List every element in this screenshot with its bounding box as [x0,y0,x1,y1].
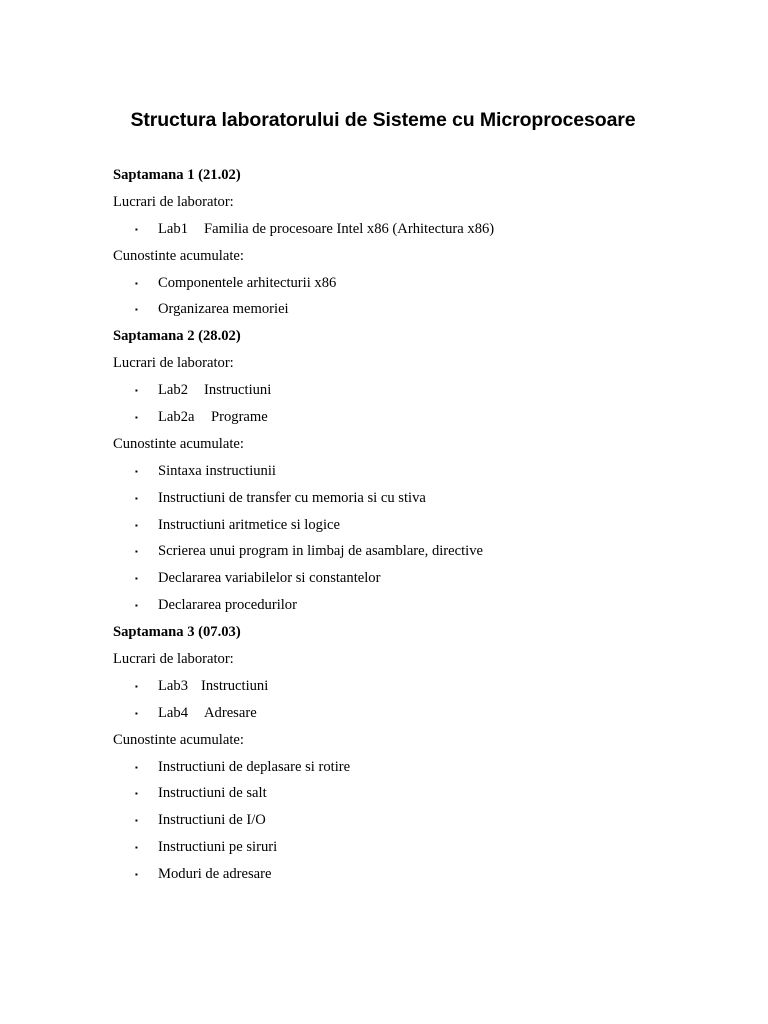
week-2-heading: Saptamana 2 (28.02) [113,328,241,345]
lab-name: Adresare [204,704,257,721]
knowledge-list-item [113,861,713,888]
square-bullet-icon: ▪ [135,386,138,396]
lab-list-item [113,216,713,243]
lab-code: Lab3 [158,677,188,694]
knowledge-list-item [113,754,713,781]
knowledge-text: Instructiuni de I/O [158,812,266,829]
lab-name: Programe [211,409,268,426]
week-1-knowledge-label: Cunostinte acumulate: [113,247,244,264]
knowledge-text: Instructiuni pe siruri [158,839,278,856]
knowledge-list-item [113,780,713,807]
knowledge-text: Declararea procedurilor [158,597,297,614]
knowledge-list-item [113,538,713,565]
document-title: Structura laboratorului de Sisteme cu Microprocesoare [130,109,636,131]
week-1-labs-label: Lucrari de laborator: [113,193,234,210]
knowledge-text: Instructiuni de deplasare si rotire [158,758,351,775]
lab-list-item [113,700,713,727]
lab-list-item [113,404,713,431]
knowledge-list-item [113,834,713,861]
lab-name: Familia de procesoare Intel x86 (Arhitectura x86) [204,220,495,237]
knowledge-text: Declararea variabilelor si constantelor [158,570,381,587]
knowledge-text: Instructiuni aritmetice si logice [158,516,340,533]
knowledge-text: Componentele arhitecturii x86 [158,274,337,291]
lab-name: Instructiuni [201,677,269,694]
square-bullet-icon: ▪ [135,547,138,557]
square-bullet-icon: ▪ [135,305,138,315]
square-bullet-icon: ▪ [135,224,138,234]
week-1-heading: Saptamana 1 (21.02) [113,167,241,183]
square-bullet-icon: ▪ [135,574,138,584]
square-bullet-icon: ▪ [135,413,138,423]
square-bullet-icon: ▪ [135,493,138,503]
square-bullet-icon: ▪ [135,466,138,476]
knowledge-list-item [113,807,713,834]
knowledge-list-item [113,565,713,592]
lab-code: Lab2a [158,409,195,426]
lab-code: Lab4 [158,704,188,721]
lab-name: Instructiuni [204,382,272,399]
square-bullet-icon: ▪ [135,870,138,880]
lab-list-item [113,673,713,700]
square-bullet-icon: ▪ [135,278,138,288]
knowledge-text: Instructiuni de salt [158,785,267,802]
knowledge-list-item [113,485,713,512]
week-3-labs-label: Lucrari de laborator: [113,651,234,668]
week-3-knowledge-label: Cunostinte acumulate: [113,731,244,748]
knowledge-text: Moduri de adresare [158,866,272,883]
square-bullet-icon: ▪ [135,816,138,826]
lab-code: Lab2 [158,382,188,399]
square-bullet-icon: ▪ [135,843,138,853]
square-bullet-icon: ▪ [135,762,138,772]
week-2-labs-label: Lucrari de laborator: [113,355,234,372]
document-body [113,162,713,888]
knowledge-list-item [113,458,713,485]
square-bullet-icon: ▪ [135,681,138,691]
square-bullet-icon: ▪ [135,789,138,799]
knowledge-list-item [113,592,713,619]
knowledge-list-item [113,512,713,539]
square-bullet-icon: ▪ [135,708,138,718]
lab-code: Lab1 [158,220,188,237]
square-bullet-icon: ▪ [135,520,138,530]
knowledge-list-item [113,270,713,297]
knowledge-text: Scrierea unui program in limbaj de asamblare, directive [158,543,483,560]
knowledge-text: Organizarea memoriei [158,301,289,318]
lab-list-item [113,377,713,404]
week-3-heading: Saptamana 3 (07.03) [113,624,241,641]
week-2-knowledge-label: Cunostinte acumulate: [113,435,244,452]
square-bullet-icon: ▪ [135,601,138,611]
knowledge-list-item [113,296,713,323]
knowledge-text: Instructiuni de transfer cu memoria si cu stiva [158,489,426,506]
knowledge-text: Sintaxa instructiunii [158,462,276,479]
